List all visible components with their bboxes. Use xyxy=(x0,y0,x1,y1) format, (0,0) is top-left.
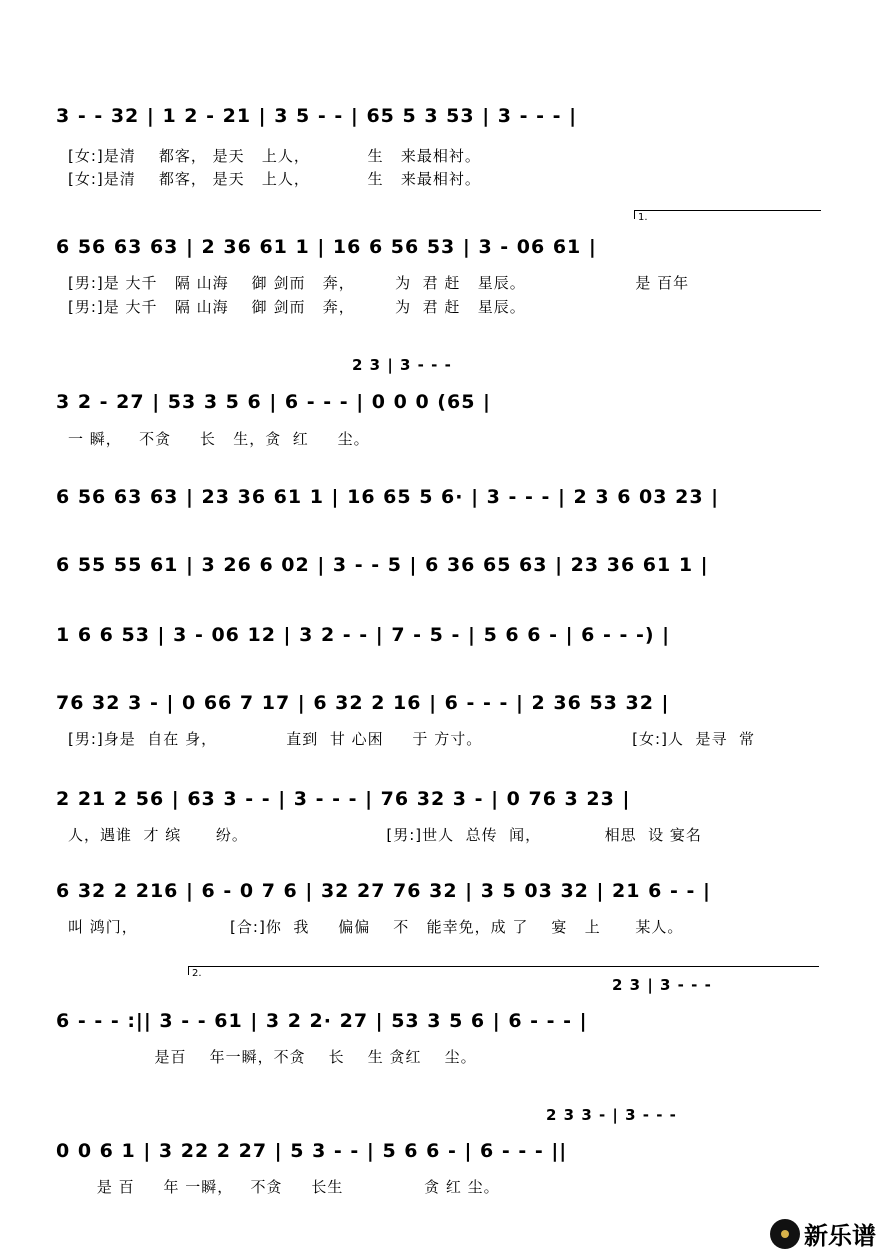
lyric-line-3: 一 瞬， 不贪 长 生，贪 红 尘。 xyxy=(68,430,370,448)
score-line-9: 6 32 2 216 | 6 - 0 7 6 | 32 27 76 32 | 3 5 03 32 | 21 6 - - | xyxy=(56,880,711,902)
volta-bracket-1 xyxy=(634,210,821,219)
music-disc-icon xyxy=(770,1219,800,1249)
alternate-notes-10: 2 3 | 3 - - - xyxy=(612,976,712,994)
logo-text: 新乐谱 xyxy=(804,1222,876,1250)
site-logo xyxy=(770,1216,876,1251)
score-line-5: 6 55 55 61 | 3 26 6 02 | 3 - - 5 | 6 36 65 63 | 23 36 61 1 | xyxy=(56,554,709,576)
score-line-3: 3 2 - 27 | 53 3 5 6 | 6 - - - | 0 0 0 (65 | xyxy=(56,391,491,413)
score-line-7: 76 32 3 - | 0 66 7 17 | 6 32 2 16 | 6 - - - | 2 36 53 32 | xyxy=(56,692,670,714)
lyric-line-9: 叫 鸿门， [合:]你 我 偏偏 不 能幸免，成 了 宴 上 某人。 xyxy=(68,918,684,936)
lyric-line-10: 是百 年一瞬，不贪 长 生 贪红 尘。 xyxy=(68,1048,477,1066)
score-line-10: 6 - - - :|| 3 - - 61 | 3 2 2· 27 | 53 3 5 6 | 6 - - - | xyxy=(56,1010,588,1032)
volta-number-1: 1. xyxy=(638,212,648,223)
lyric-line-2b: [男:]是 大千 隔 山海 御 剑而 奔， 为 君 赶 星辰。 xyxy=(68,298,526,316)
score-line-2: 6 56 63 63 | 2 36 61 1 | 16 6 56 53 | 3 - 06 61 | xyxy=(56,236,597,258)
volta-bracket-2 xyxy=(188,966,819,975)
alternate-notes-11: 2 3 3 - | 3 - - - xyxy=(546,1106,677,1124)
lyric-line-2a: [男:]是 大千 隔 山海 御 剑而 奔， 为 君 赶 星辰。 是 百年 xyxy=(68,274,690,292)
alternate-notes-3: 2 3 | 3 - - - xyxy=(352,356,452,374)
lyric-line-11: 是 百 年 一瞬， 不贪 长生 贪 红 尘。 xyxy=(68,1178,500,1196)
score-line-6: 1 6 6 53 | 3 - 06 12 | 3 2 - - | 7 - 5 - | 5 6 6 - | 6 - - -) | xyxy=(56,624,671,646)
volta-number-2: 2. xyxy=(192,968,202,979)
score-line-1: 3 - - 32 | 1 2 - 21 | 3 5 - - | 65 5 3 53 | 3 - - - | xyxy=(56,105,578,127)
score-line-11: 0 0 6 1 | 3 22 2 27 | 5 3 - - | 5 6 6 - | 6 - - - || xyxy=(56,1140,568,1162)
lyric-line-7: [男:]身是 自在 身， 直到 甘 心困 于 方寸。 [女:]人 是寻 常 xyxy=(68,730,755,748)
score-line-8: 2 21 2 56 | 63 3 - - | 3 - - - | 76 32 3 - | 0 76 3 23 | xyxy=(56,788,631,810)
lyric-line-8: 人，遇谁 才 缤 纷。 [男:]世人 总传 闻， 相思 设 宴名 xyxy=(68,826,702,844)
lyric-line-1a: [女:]是清 都客， 是天 上人， 生 来最相衬。 xyxy=(68,147,481,165)
score-line-4: 6 56 63 63 | 23 36 61 1 | 16 65 5 6· | 3 - - - | 2 3 6 03 23 | xyxy=(56,486,720,508)
lyric-line-1b: [女:]是清 都客， 是天 上人， 生 来最相衬。 xyxy=(68,170,481,188)
